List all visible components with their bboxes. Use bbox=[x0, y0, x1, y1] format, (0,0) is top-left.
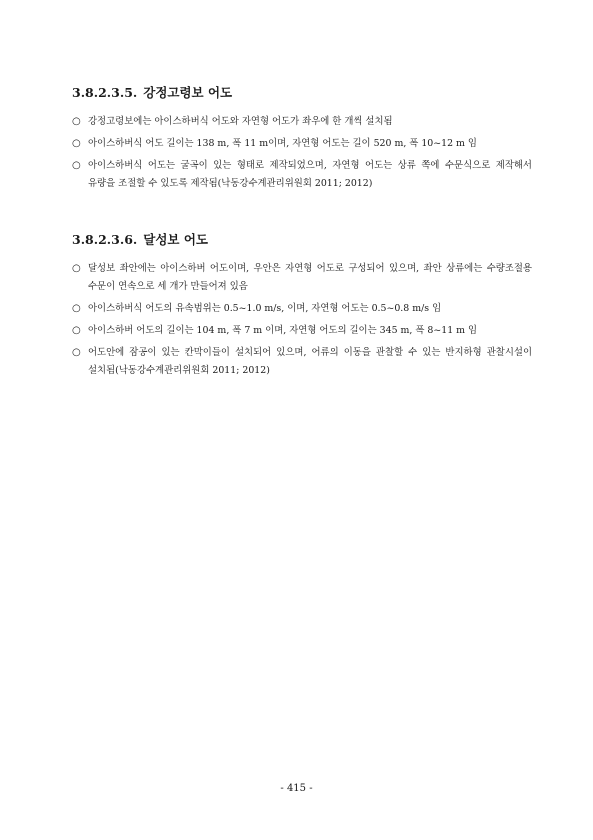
section-number: 3.8.2.3.6. bbox=[72, 232, 138, 247]
bullet-circle-icon: ○ bbox=[72, 116, 81, 127]
list-item bbox=[72, 344, 532, 380]
list-item bbox=[72, 157, 532, 193]
section-heading bbox=[72, 85, 532, 101]
section-dalseong-fishway bbox=[72, 232, 532, 384]
list-item bbox=[72, 322, 532, 340]
bullet-text: 어도안에 잠공이 있는 칸막이들이 설치되어 있으며, 어류의 이동을 관찰할 수 있는 반지하형 관찰시설이 설치됨(낙동강수계관리위원회 2011; 2012) bbox=[88, 347, 532, 376]
bullet-list bbox=[72, 260, 532, 380]
list-item bbox=[72, 113, 532, 131]
bullet-text: 달성보 좌안에는 아이스하버 어도이며, 우안은 자연형 어도로 구성되어 있으며, 좌안 상류에는 수량조절용 수문이 연속으로 세 개가 만들어져 있음 bbox=[88, 263, 532, 292]
bullet-circle-icon: ○ bbox=[72, 347, 81, 358]
bullet-text: 강정고령보에는 아이스하버식 어도와 자연형 어도가 좌우에 한 개씩 설치됨 bbox=[88, 116, 393, 127]
list-item bbox=[72, 135, 532, 153]
bullet-circle-icon: ○ bbox=[72, 263, 81, 274]
bullet-list bbox=[72, 113, 532, 193]
bullet-circle-icon: ○ bbox=[72, 303, 81, 314]
bullet-circle-icon: ○ bbox=[72, 325, 81, 336]
list-item bbox=[72, 260, 532, 296]
bullet-circle-icon: ○ bbox=[72, 138, 81, 149]
section-gangjeong-goryeong-fishway bbox=[72, 85, 532, 197]
bullet-text: 아이스하버식 어도의 유속범위는 0.5~1.0 m/s, 이며, 자연형 어도는 0.5~0.8 m/s 임 bbox=[88, 303, 442, 314]
section-title: 달성보 어도 bbox=[143, 232, 208, 247]
bullet-text: 아이스하버식 어도 길이는 138 m, 폭 11 m이며, 자연형 어도는 길이 520 m, 폭 10~12 m 임 bbox=[88, 138, 477, 149]
bullet-text: 아이스하버식 어도는 굴곡이 있는 형태로 제작되었으며, 자연형 어도는 상류 쪽에 수문식으로 제작해서 유량을 조절할 수 있도록 제작됨(낙동강수계관리위원회 2011; 2012) bbox=[88, 160, 532, 189]
bullet-text: 아이스하버 어도의 길이는 104 m, 폭 7 m 이며, 자연형 어도의 길이는 345 m, 폭 8~11 m 임 bbox=[88, 325, 478, 336]
section-title: 강정고령보 어도 bbox=[143, 85, 233, 100]
list-item bbox=[72, 300, 532, 318]
bullet-circle-icon: ○ bbox=[72, 160, 81, 171]
section-heading bbox=[72, 232, 532, 248]
section-number: 3.8.2.3.5. bbox=[72, 85, 138, 100]
page-number: - 415 - bbox=[280, 783, 313, 794]
